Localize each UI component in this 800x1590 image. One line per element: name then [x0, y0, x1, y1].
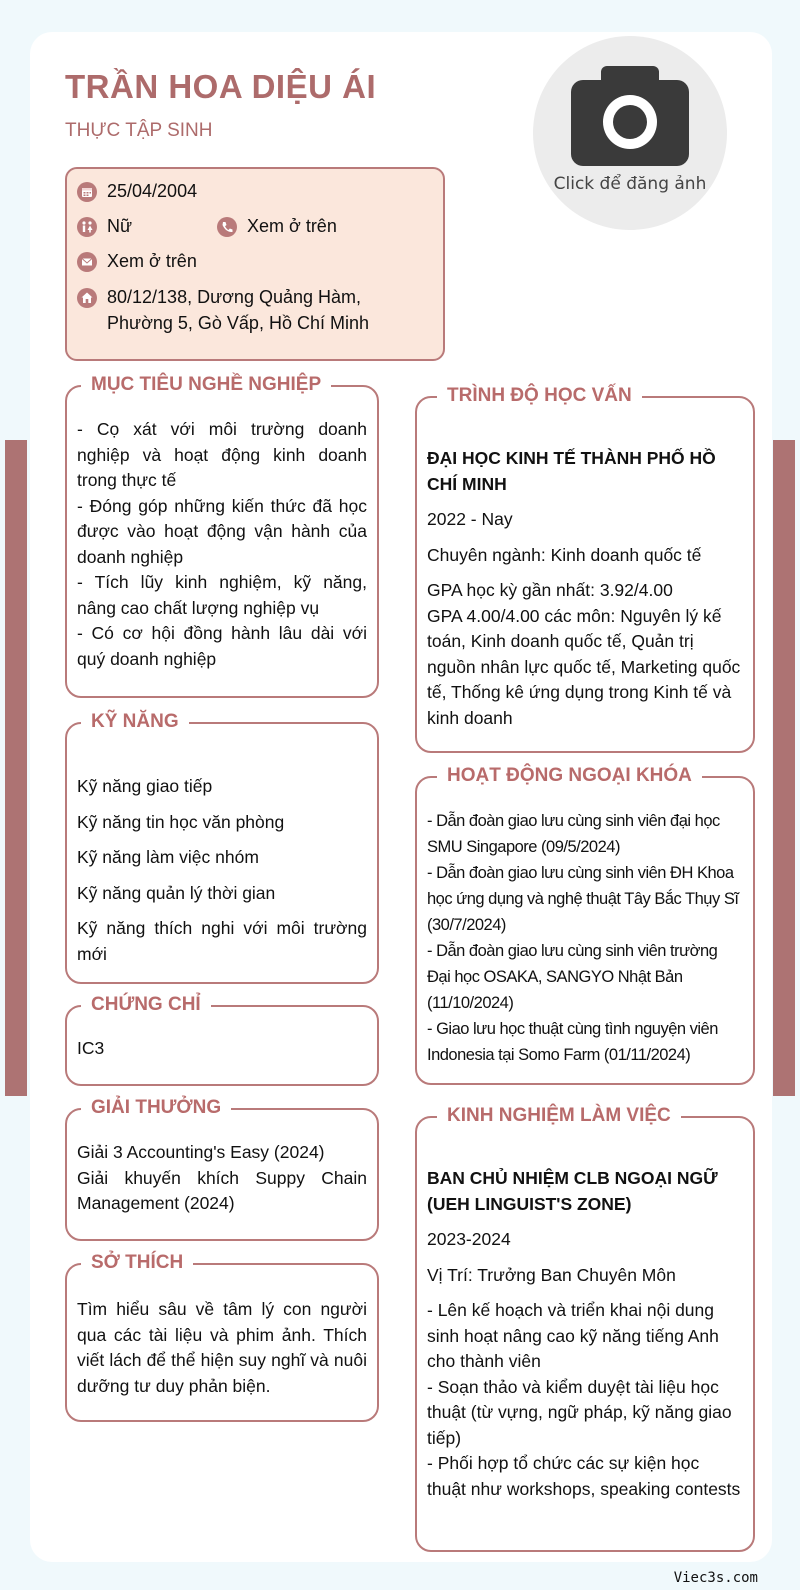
- skill-item: Kỹ năng quản lý thời gian: [77, 882, 276, 903]
- skill-item: Kỹ năng thích nghi với môi trường mới: [77, 918, 367, 964]
- awards-section: [65, 1097, 379, 1241]
- gender-value: Nữ: [107, 216, 133, 236]
- phone-value: Xem ở trên: [247, 216, 337, 236]
- certificate-item: IC3: [77, 1038, 105, 1058]
- skills-list: [77, 774, 367, 967]
- objective-title: MỤC TIÊU NGHỀ NGHIỆP: [81, 373, 331, 397]
- award-item: Giải khuyến khích Suppy Chain Management (2024): [77, 1167, 367, 1213]
- award-item: Giải 3 Accounting's Easy (2024): [77, 1142, 325, 1162]
- objective-section: [65, 374, 379, 698]
- candidate-position: THỰC TẬP SINH: [65, 120, 213, 141]
- skills-section: [65, 711, 379, 984]
- address-line-2: Phường 5, Gò Vấp, Hồ Chí Minh: [107, 313, 369, 333]
- experience-body: [427, 1166, 743, 1502]
- phone-icon: [217, 217, 237, 237]
- experience-section: [415, 1105, 755, 1552]
- candidate-name: TRẦN HOA DIỆU ÁI: [65, 68, 377, 105]
- education-period: 2022 - Nay: [427, 509, 513, 529]
- address-value: [107, 284, 369, 336]
- email-value: Xem ở trên: [107, 251, 197, 271]
- education-gpa: GPA học kỳ gần nhất: 3.92/4.00 GPA 4.00/4.00 các môn: Nguyên lý kế toán, Kinh doanh quốc tế, Quản trị nguồn nhân lực quốc tế, Marketing quốc tế, Thống kê ứng dụng trong Kinh tế và kinh doanh: [427, 580, 741, 728]
- right-accent-bar: [773, 440, 795, 1096]
- skills-title: KỸ NĂNG: [81, 710, 189, 734]
- skill-item: Kỹ năng giao tiếp: [77, 776, 213, 796]
- activities-text: - Dẫn đoàn giao lưu cùng sinh viên đại học SMU Singapore (09/5/2024) - Dẫn đoàn giao lưu cùng sinh viên ĐH Khoa học ứng dụng và nghệ thuật Tây Bắc Thụy Sĩ (30/7/2024) - Dẫn đoàn giao lưu cùng sinh viên trường Đại học OSAKA, SANGYO Nhật Bản (11/10/2024) - Giao lưu học thuật cùng tình nguyện viên Indonesia tại Somo Farm (01/11/2024): [427, 812, 739, 1064]
- photo-upload-label: Click để đăng ảnh: [553, 174, 707, 194]
- contact-info-box: [65, 167, 445, 361]
- activities-title: HOẠT ĐỘNG NGOẠI KHÓA: [437, 764, 702, 788]
- education-major: Chuyên ngành: Kinh doanh quốc tế: [427, 544, 702, 565]
- email-icon: [77, 252, 97, 272]
- education-title: TRÌNH ĐỘ HỌC VẤN: [437, 384, 642, 408]
- awards-title: GIẢI THƯỞNG: [81, 1096, 231, 1120]
- experience-period: 2023-2024: [427, 1229, 511, 1249]
- skill-item: Kỹ năng tin học văn phòng: [77, 811, 285, 832]
- hobbies-section: [65, 1252, 379, 1422]
- certificates-title: CHỨNG CHỈ: [81, 993, 211, 1017]
- birthday-value: 25/04/2004: [107, 181, 198, 201]
- education-school: ĐẠI HỌC KINH TẾ THÀNH PHỐ HỒ CHÍ MINH: [427, 448, 716, 494]
- experience-title: KINH NGHIỆM LÀM VIỆC: [437, 1104, 681, 1128]
- awards-list: [77, 1140, 367, 1217]
- calendar-icon: [77, 182, 97, 202]
- home-icon: [77, 288, 97, 308]
- gender-icon: [77, 217, 97, 237]
- experience-org: BAN CHỦ NHIỆM CLB NGOẠI NGỮ (UEH LINGUIST'S ZONE): [427, 1168, 718, 1214]
- education-body: [427, 446, 743, 731]
- camera-icon: [571, 64, 689, 166]
- experience-role: Vị Trí: Trưởng Ban Chuyên Môn: [427, 1264, 676, 1285]
- hobbies-text: Tìm hiểu sâu về tâm lý con người qua các tài liệu và phim ảnh. Thích viết lách để thể hiện suy nghĩ và nuôi dưỡng tư duy phản biện.: [77, 1299, 367, 1396]
- footer-watermark: Viec3s.com: [673, 1570, 758, 1586]
- activities-section: [415, 765, 755, 1085]
- hobbies-title: SỞ THÍCH: [81, 1251, 193, 1275]
- objective-text: - Cọ xát với môi trường doanh nghiệp và hoạt động kinh doanh trong thực tế - Đóng góp những kiến thức đã học được vào hoạt động vận hành của doanh nghiệp - Tích lũy kinh nghiệm, kỹ năng, nâng cao chất lượng nghiệp vụ - Có cơ hội đồng hành lâu dài với quý doanh nghiệp: [77, 419, 367, 669]
- experience-details: - Lên kế hoạch và triển khai nội dung sinh hoạt nâng cao kỹ năng tiếng Anh cho thành viên - Soạn thảo và kiểm duyệt tài liệu học thuật (từ vựng, ngữ pháp, kỹ năng giao tiếp) - Phối hợp tổ chức các sự kiện học thuật như workshops, speaking contests: [427, 1300, 741, 1499]
- certificates-section: [65, 994, 379, 1086]
- education-section: [415, 385, 755, 753]
- address-line-1: 80/12/138, Dương Quảng Hàm,: [107, 287, 362, 307]
- left-accent-bar: [5, 440, 27, 1096]
- skill-item: Kỹ năng làm việc nhóm: [77, 847, 259, 867]
- photo-upload[interactable]: [533, 36, 727, 230]
